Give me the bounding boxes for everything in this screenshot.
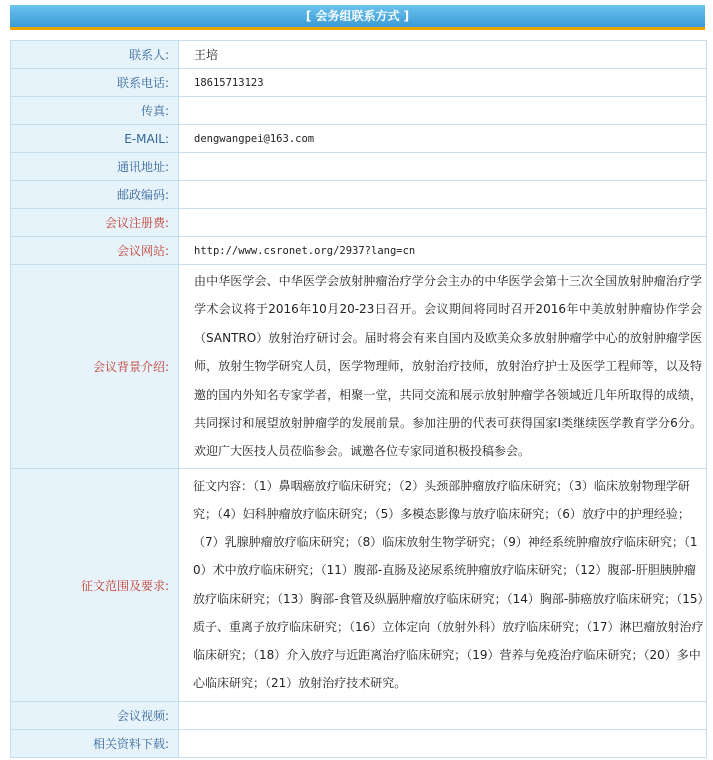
video-label: 会议视频: bbox=[11, 702, 179, 730]
table-row-phone bbox=[11, 69, 707, 97]
fax-label: 传真: bbox=[11, 97, 179, 125]
call-for-papers-label: 征文范围及要求: bbox=[11, 468, 179, 702]
call-for-papers-text: 征文内容：（1）鼻咽癌放疗临床研究；（2）头颈部肿瘤放疗临床研究；（3）临床放射物理学研究；（4）妇科肿瘤放疗临床研究；（5）多模态影像与放疗临床研究；（6）放疗中的护理经验；（7）乳腺肿瘤放疗临床研究；（8）临床放射生物学研究；（9）神经系统肿瘤放疗临床研究；（10）术中放疗临床研究；（11）腹部-直肠及泌尿系统肿瘤放疗临床研究；（12）腹部-肝胆胰肿瘤放疗临床研究；（13）胸部-食管及纵膈肿瘤放疗临床研究；（14）胸部-肺癌放疗临床研究；（15）质子、重离子放疗临床研究；（16）立体定向（放射外科）放疗临床研究；（17）淋巴瘤放射治疗临床研究；（18）介入放疗与近距离治疗临床研究；（19）营养与免疫治疗临床研究；（20）多中心临床研究；（21）放射治疗技术研究。 bbox=[179, 468, 707, 702]
table-row-website bbox=[11, 237, 707, 265]
phone-label: 联系电话: bbox=[11, 69, 179, 97]
registration-fee-label: 会议注册费: bbox=[11, 209, 179, 237]
section-title: [ 会务组联系方式 ] bbox=[10, 5, 705, 27]
postcode-label: 邮政编码: bbox=[11, 181, 179, 209]
contact-info-table bbox=[10, 40, 707, 758]
background-text: 由中华医学会、中华医学会放射肿瘤治疗学分会主办的中华医学会第十三次全国放射肿瘤治疗学学术会议将于2016年10月20-23日召开。会议期间将同时召开2016年中美放射肿瘤协作学会（SANTRO）放射治疗研讨会。届时将会有来自国内及欧美众多放射肿瘤学中心的放射肿瘤学医师，放射生物学研究人员，医学物理师，放射治疗技师，放射治疗护士及医学工程师等，以及特邀的国内外知名专家学者，相聚一堂，共同交流和展示放射肿瘤学各领域近几年所取得的成绩，共同探讨和展望放射肿瘤学的发展前景。参加注册的代表可获得国家Ⅰ类继续医学教育学分6分。欢迎广大医技人员莅临参会。诚邀各位专家同道积极投稿参会。 bbox=[179, 265, 707, 469]
table-row-video bbox=[11, 702, 707, 730]
table-row-downloads bbox=[11, 730, 707, 758]
address-value bbox=[179, 153, 707, 181]
contact-person-label: 联系人: bbox=[11, 41, 179, 69]
email-label: E-MAIL: bbox=[11, 125, 179, 153]
section-title-underline bbox=[10, 27, 705, 30]
table-row-email bbox=[11, 125, 707, 153]
table-row-background bbox=[11, 265, 707, 469]
email-value: dengwangpei@163.com bbox=[179, 125, 707, 153]
table-row-address bbox=[11, 153, 707, 181]
website-label: 会议网站: bbox=[11, 237, 179, 265]
phone-value: 18615713123 bbox=[179, 69, 707, 97]
background-label: 会议背景介绍: bbox=[11, 265, 179, 469]
postcode-value bbox=[179, 181, 707, 209]
fax-value bbox=[179, 97, 707, 125]
downloads-label: 相关资料下载: bbox=[11, 730, 179, 758]
video-value bbox=[179, 702, 707, 730]
downloads-value bbox=[179, 730, 707, 758]
contact-person-value: 王培 bbox=[179, 41, 707, 69]
table-row-contact-person bbox=[11, 41, 707, 69]
table-row-fax bbox=[11, 97, 707, 125]
registration-fee-value bbox=[179, 209, 707, 237]
table-row-registration-fee bbox=[11, 209, 707, 237]
table-row-call-for-papers bbox=[11, 468, 707, 702]
address-label: 通讯地址: bbox=[11, 153, 179, 181]
website-link[interactable]: http://www.csronet.org/2937?lang=cn bbox=[179, 237, 707, 265]
table-row-postcode bbox=[11, 181, 707, 209]
